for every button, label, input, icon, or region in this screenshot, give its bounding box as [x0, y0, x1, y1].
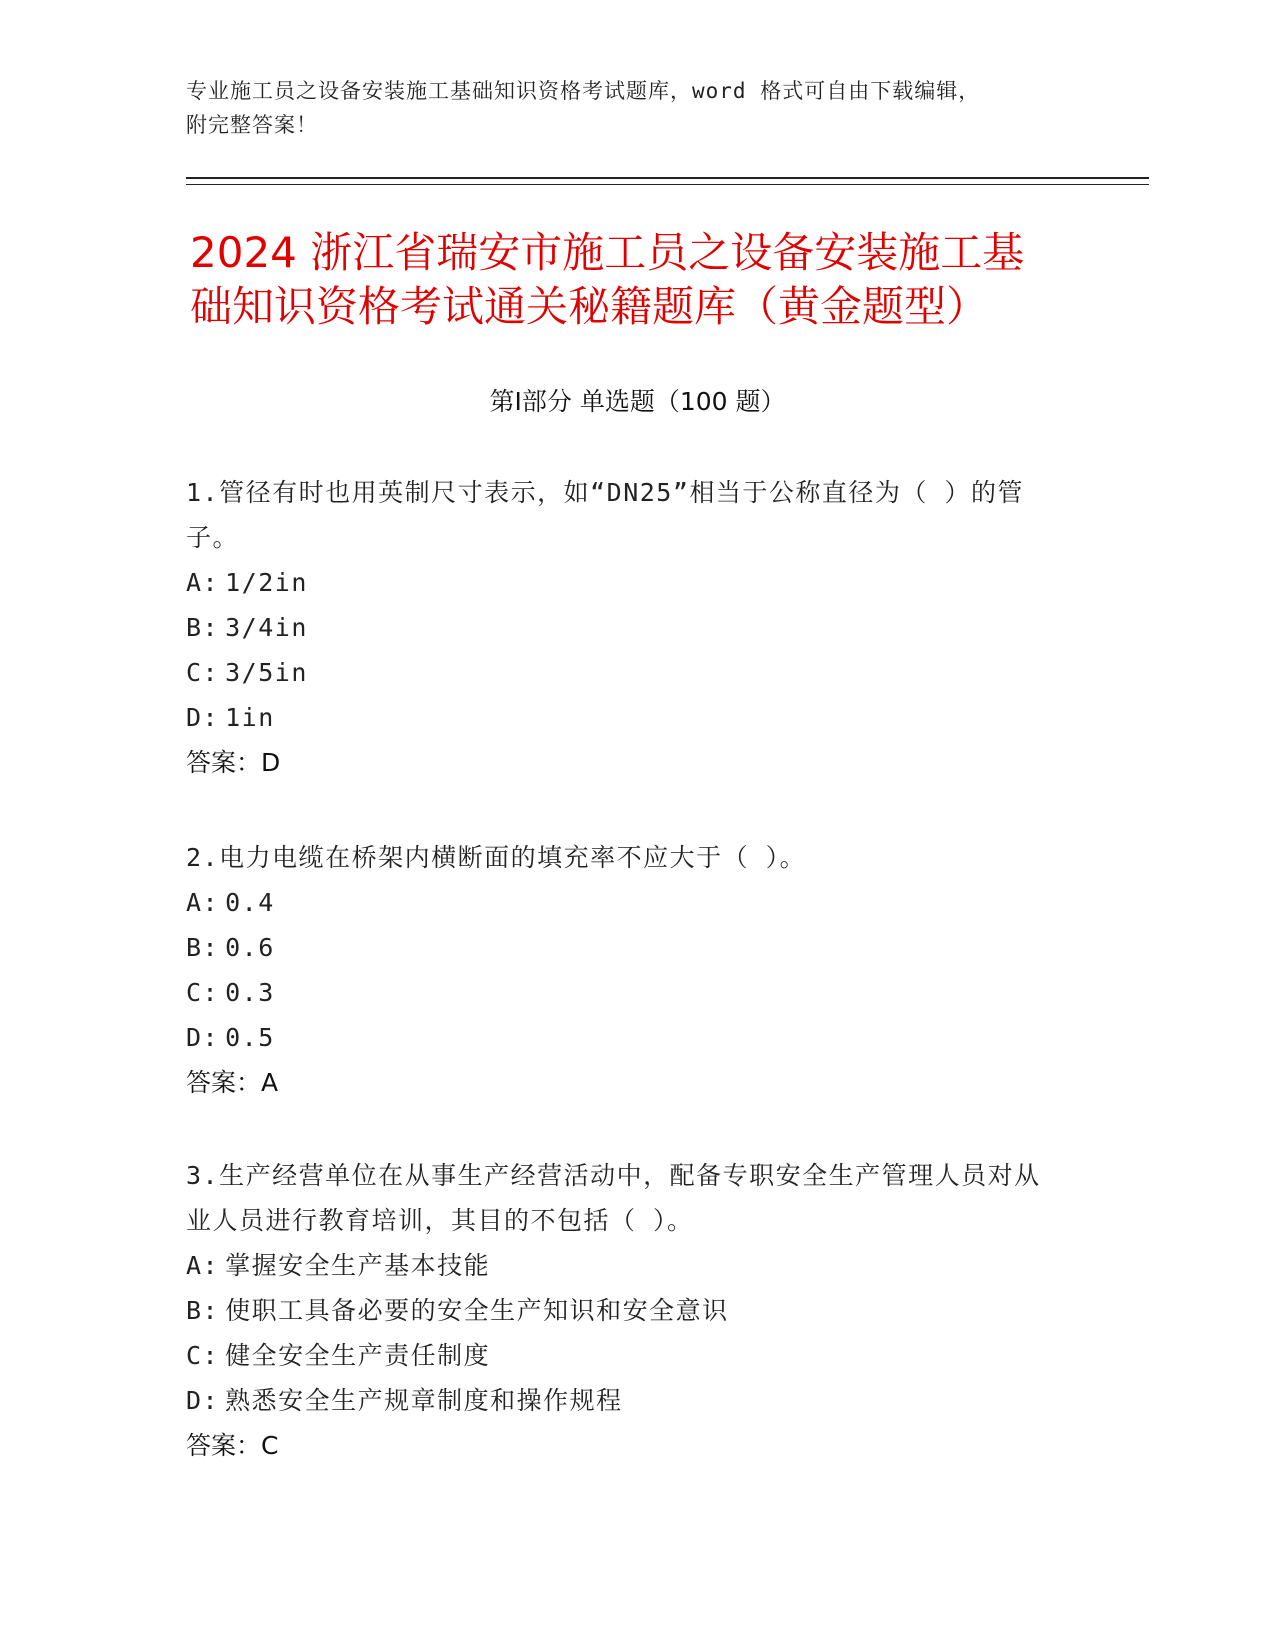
option-letter: B: [186, 933, 220, 962]
option-letter: A: [186, 1251, 220, 1280]
question-2 [186, 835, 1066, 1105]
option-text: 0.3 [225, 978, 275, 1007]
question-1 [186, 470, 1066, 785]
header-note-line2: 附完整答案！ [186, 113, 318, 137]
option-a [186, 560, 1066, 605]
option-c [186, 970, 1066, 1015]
answer-label: 答案：D [186, 748, 281, 777]
answer-label: 答案：A [186, 1068, 279, 1097]
option-d [186, 1378, 1066, 1423]
option-letter: A: [186, 888, 220, 917]
option-text: 1/2in [225, 568, 308, 597]
option-letter: D: [186, 703, 220, 732]
option-text: 3/5in [225, 658, 308, 687]
option-letter: D: [186, 1023, 220, 1052]
option-letter: C: [186, 978, 220, 1007]
document-title [190, 226, 1090, 334]
option-a [186, 880, 1066, 925]
option-text: 熟悉安全生产规章制度和操作规程 [225, 1386, 623, 1415]
option-a [186, 1243, 1066, 1288]
option-text: 0.4 [225, 888, 275, 917]
option-letter: B: [186, 613, 220, 642]
option-text: 3/4in [225, 613, 308, 642]
option-letter: B: [186, 1296, 220, 1325]
header-divider-thin [186, 184, 1149, 185]
question-stem: 1.管径有时也用英制尺寸表示，如“DN25”相当于公称直径为（ ）的管子。 [186, 478, 1024, 552]
option-c [186, 1333, 1066, 1378]
option-letter: D: [186, 1386, 220, 1415]
question-3 [186, 1153, 1066, 1468]
answer-label: 答案：C [186, 1431, 279, 1460]
option-b [186, 1288, 1066, 1333]
option-letter: C: [186, 1341, 220, 1370]
document-title-line1: 2024 浙江省瑞安市施工员之设备安装施工基 [190, 228, 1025, 277]
header-note-line1: 专业施工员之设备安装施工基础知识资格考试题库，word 格式可自由下载编辑， [186, 79, 981, 103]
option-d [186, 695, 1066, 740]
question-stem: 2.电力电缆在桥架内横断面的填充率不应大于（ ）。 [186, 843, 807, 872]
option-text: 0.6 [225, 933, 275, 962]
option-letter: C: [186, 658, 220, 687]
option-text: 使职工具备必要的安全生产知识和安全意识 [225, 1296, 729, 1325]
option-c [186, 650, 1066, 695]
option-letter: A: [186, 568, 220, 597]
option-b [186, 925, 1066, 970]
document-title-line2: 础知识资格考试通关秘籍题库（黄金题型） [190, 282, 989, 331]
option-d [186, 1015, 1066, 1060]
header-note [186, 74, 1086, 142]
option-text: 掌握安全生产基本技能 [225, 1251, 491, 1280]
option-b [186, 605, 1066, 650]
option-text: 健全安全生产责任制度 [225, 1341, 491, 1370]
section-heading: 第Ⅰ部分 单选题（100 题） [489, 387, 786, 416]
question-stem: 3.生产经营单位在从事生产经营活动中，配备专职安全生产管理人员对从业人员进行教育培训，其目的不包括（ ）。 [186, 1161, 1041, 1235]
option-text: 1in [225, 703, 275, 732]
header-divider-thick [186, 177, 1149, 179]
option-text: 0.5 [225, 1023, 275, 1052]
